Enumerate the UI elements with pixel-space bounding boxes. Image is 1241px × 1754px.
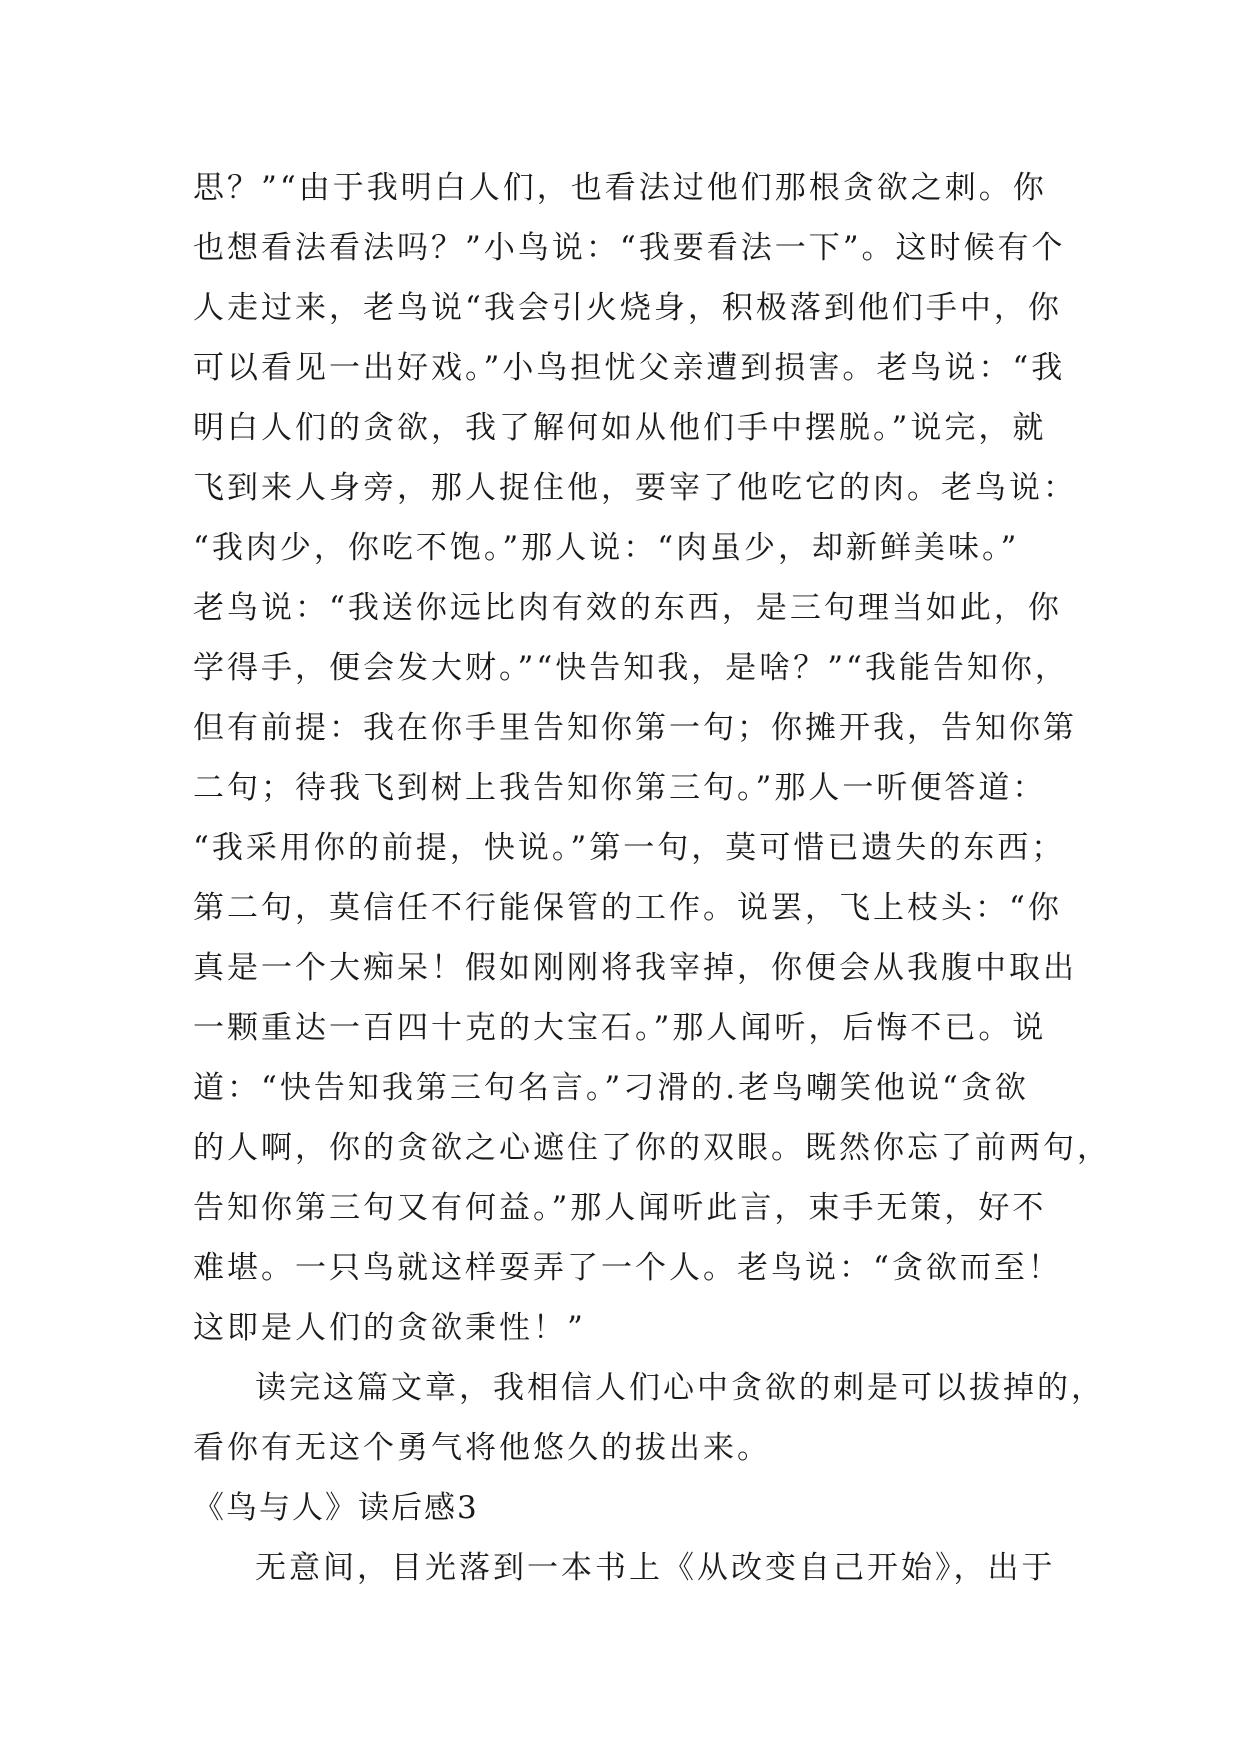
text-line: 一颗重达一百四十克的大宝石。”那人闻听，后悔不已。说: [193, 1010, 1047, 1046]
text-line: 也想看法看法吗？”小鸟说：“我要看法一下”。这时候有个: [193, 230, 1066, 266]
text-line: 飞到来人身旁，那人捉住他，要宰了他吃它的肉。老鸟说：: [193, 470, 1077, 506]
text-line: 真是一个大痴呆！假如刚刚将我宰掉，你便会从我腹中取出: [193, 950, 1077, 986]
text-line: 看你有无这个勇气将他悠久的拔出来。: [193, 1430, 771, 1466]
text-line: 思？”“由于我明白人们，也看法过他们那根贪欲之刺。你: [193, 170, 1047, 206]
text-line: 难堪。一只鸟就这样耍弄了一个人。老鸟说：“贪欲而至！: [193, 1250, 1062, 1286]
document-body: [193, 158, 1111, 1598]
text-line: 老鸟说：“我送你远比肉有效的东西，是三句理当如此，你: [193, 590, 1062, 626]
text-line: 人走过来，老鸟说“我会引火烧身，积极落到他们手中，你: [193, 290, 1062, 326]
text-line: 学得手，便会发大财。”“快告知我，是啥？”“我能告知你，: [193, 650, 1069, 686]
section-heading: 《鸟与人》读后感3: [193, 1490, 479, 1526]
text-line: 二句；待我飞到树上我告知你第三句。”那人一听便答道：: [193, 770, 1047, 806]
paragraph-first-line: 读完这篇文章，我相信人们心中贪欲的刺是可以拔掉的，: [255, 1370, 1105, 1406]
text-line: “我肉少，你吃不饱。”那人说：“肉虽少，却新鲜美味。”: [193, 530, 1020, 566]
text-line: 道：“快告知我第三句名言。”刁滑的.老鸟嘲笑他说“贪欲: [193, 1070, 1029, 1106]
text-line: 可以看见一出好戏。”小鸟担忧父亲遭到损害。老鸟说：“我: [193, 350, 1066, 386]
paragraph-first-line: 无意间，目光落到一本书上《从改变自己开始》，出于: [255, 1550, 1056, 1586]
text-line: 的人啊，你的贪欲之心遮住了你的双眼。既然你忘了前两句，: [193, 1130, 1111, 1166]
text-line: 告知你第三句又有何益。”那人闻听此言，束手无策，好不: [193, 1190, 1047, 1226]
text-line: 第二句，莫信任不行能保管的工作。说罢，飞上枝头：“你: [193, 890, 1062, 926]
text-line: 明白人们的贪欲，我了解何如从他们手中摆脱。”说完，就: [193, 410, 1047, 446]
text-line: 这即是人们的贪欲秉性！”: [193, 1310, 586, 1346]
text-line: 但有前提：我在你手里告知你第一句；你摊开我，告知你第: [193, 710, 1077, 746]
text-line: “我采用你的前提，快说。”第一句，莫可惜已遗失的东西；: [193, 830, 1066, 866]
